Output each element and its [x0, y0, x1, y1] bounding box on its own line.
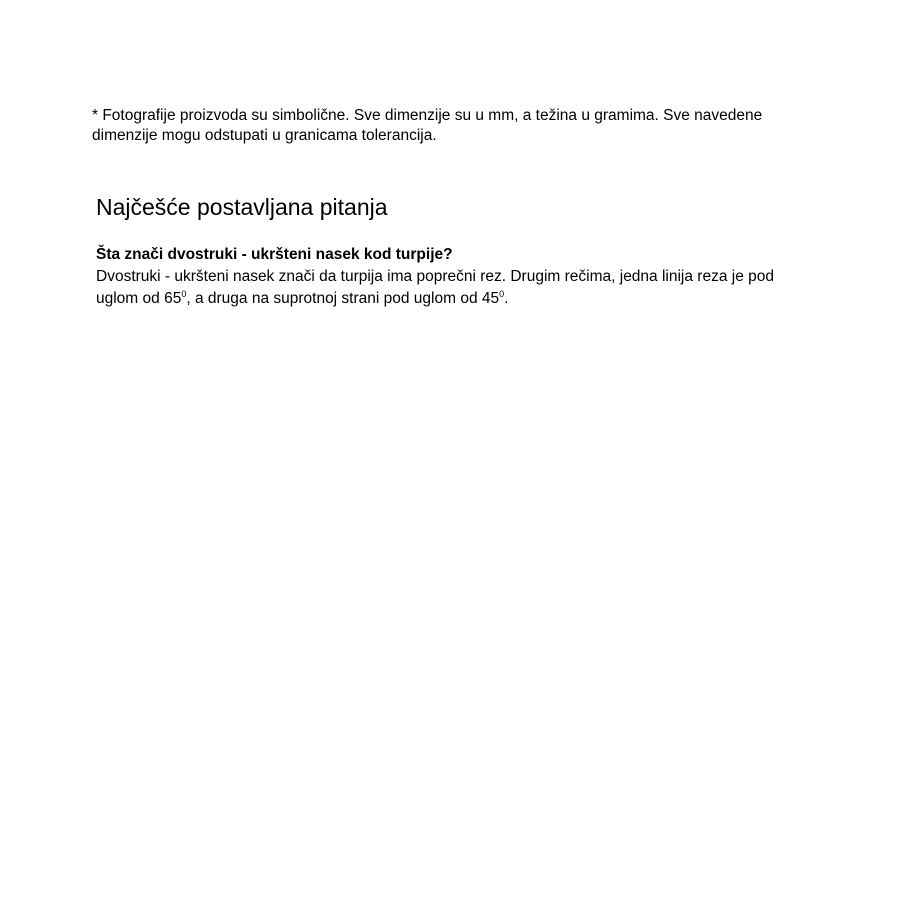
faq-answer-text-3: .	[504, 290, 509, 307]
faq-title: Najčešće postavljana pitanja	[96, 194, 388, 220]
disclaimer-note: * Fotografije proizvoda su simbolične. Sve dimenzije su u mm, a težina u gramima. Sve navedene dimenzije mogu odstupati u granicama tolerancija.	[92, 107, 763, 144]
faq-item	[96, 245, 816, 310]
faq-list	[96, 245, 816, 310]
degree-superscript-1: 0	[181, 289, 187, 299]
faq-question: Šta znači dvostruki - ukršteni nasek kod turpije?	[96, 246, 453, 263]
faq-answer-text-2: , a druga na suprotnoj strani pod uglom od 45	[186, 290, 500, 307]
faq-answer	[96, 266, 816, 310]
faq-section	[96, 193, 816, 310]
faq-answer-text-1: Dvostruki - ukršteni nasek znači da turpija ima poprečni rez. Drugim rečima, jedna linija reza je pod uglom od 65	[96, 268, 774, 307]
degree-superscript-2: 0	[499, 289, 505, 299]
